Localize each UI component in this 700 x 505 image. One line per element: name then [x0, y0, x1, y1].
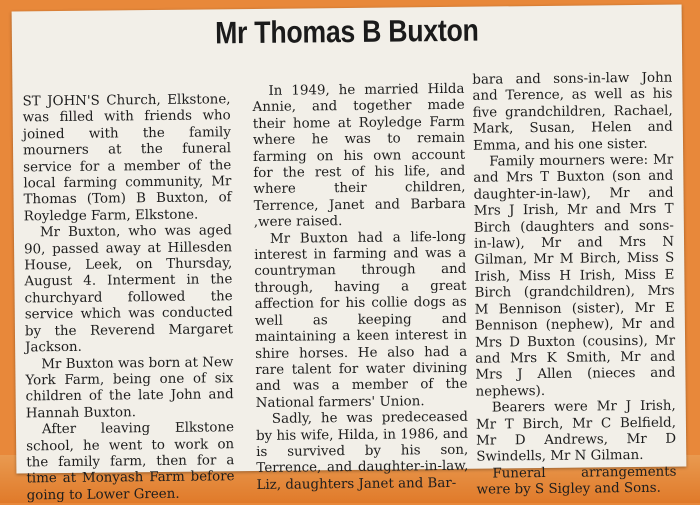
paragraph: bara and sons-in-law John and Terence, as well as his five grandchildren, Rachael, Mark, Susan, Helen and Emma, and his one sister. — [472, 70, 673, 154]
newspaper-clipping — [12, 5, 687, 504]
article-column-1 — [22, 92, 234, 504]
article-column-3 — [472, 71, 676, 500]
paragraph: Mr Buxton, who was aged 90, passed away at Hillesden House, Leek, on Thursday, August 4. Interment in the churchyard followed the service which was conducted by the Reverend Margaret Jackson. — [24, 223, 234, 356]
paragraph: Mr Buxton was born at New York Farm, being one of six children of the late John and Hannah Buxton. — [25, 354, 234, 422]
paragraph: In 1949, he married Hilda Annie, and together made their home at Royledge Farm where he was to remain farming on his own account for the rest of his life, and where their children, Terrence, Janet and Barbara ,were raised. — [252, 81, 466, 231]
paragraph: Sadly, he was predeceased by his wife, Hilda, in 1986, and is survived by his son, Terrence, and daughter-in-law, Liz, daughters Janet and Bar- — [255, 409, 469, 493]
article-headline: Mr Thomas B Buxton — [214, 12, 479, 51]
article-column-2 — [252, 82, 468, 494]
paragraph: Funeral arrangements were by S Sigley and Sons. — [476, 464, 677, 498]
paragraph: Family mourners were: Mr and Mrs T Buxton (son and daughter-in-law), Mr and Mrs J Irish, Mr and Mrs T Birch (daughters and sons-in-law), Mr and Mrs N Gilman, Mr M Birch, Miss S Irish, Miss H Irish, Miss E Birch (grandchildren), Mrs M Bennison (sister), Mr E Bennison (nephew), Mr and Mrs D Buxton (cousins), Mr and Mrs K Smith, Mr and Mrs J Allen (nieces and nephews). — [473, 152, 676, 400]
paragraph: ST JOHN'S Church, Elkstone, was filled with friends who joined with the family mourners at the funeral service for a member of the local farming community, Mr Thomas (Tom) B Buxton, of Royledge Farm, Elkstone. — [22, 92, 232, 225]
paragraph: Bearers were Mr J Irish, Mr T Birch, Mr C Belfield, Mr D Andrews, Mr D Swindells, Mr N Gilman. — [475, 398, 677, 466]
paragraph: Mr Buxton had a life-long interest in farming and was a countryman through and through, having a great affection for his collie dogs as well as keeping and maintaining a keen interest in shire horses. He also had a rare talent for water divining and was a member of the National farmers' Union. — [254, 229, 468, 411]
paragraph: After leaving Elkstone school, he went to work on the family farm, then for a time at Monyash Farm before going to Lower Green. — [26, 420, 235, 504]
